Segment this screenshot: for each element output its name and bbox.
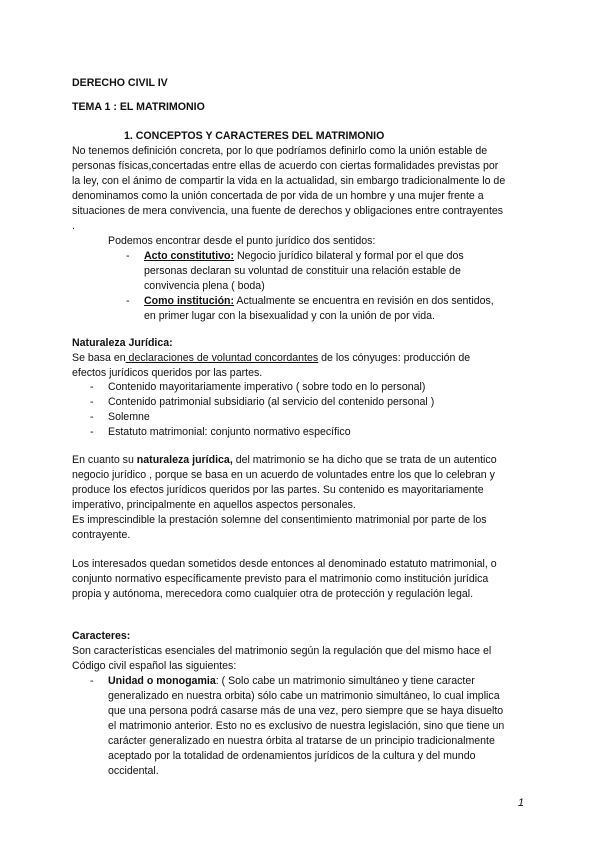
character-label: Unidad o monogamia bbox=[108, 675, 216, 687]
paragraph-line: el matrimonio anterior. Esto no es exclusivo de nuestra legislación, sino que tiene un bbox=[108, 720, 505, 732]
paragraph-line: denominamos como la unión concertada de por vida de un hombre y una mujer frente a bbox=[72, 190, 484, 202]
paragraph-line: Los interesados quedan sometidos desde entonces al denominado estatuto matrimonial, o bbox=[72, 558, 497, 570]
paragraph-line: Son características esenciales del matrimonio según la regulación que del mismo hace el bbox=[72, 645, 492, 657]
paragraph-line: occidental. bbox=[108, 765, 159, 777]
list-item: Estatuto matrimonial: conjunto normativo específico bbox=[108, 426, 351, 438]
course-title: DERECHO CIVIL IV bbox=[72, 77, 168, 89]
paragraph-line: convivencia plena ( boda) bbox=[144, 280, 265, 292]
bullet-dash: - bbox=[90, 426, 94, 438]
list-item: Solemne bbox=[108, 411, 150, 423]
sense-label: Como institución: bbox=[144, 295, 235, 307]
bold-text: naturaleza jurídica, bbox=[136, 454, 233, 466]
bullet-dash: - bbox=[90, 381, 94, 393]
nature-line bbox=[72, 351, 470, 367]
text-span: En cuanto su bbox=[72, 454, 137, 466]
page-number: 1 bbox=[517, 797, 524, 809]
paragraph-line: situaciones de mera convivencia, una fuente de derechos y obligaciones entre contrayentes bbox=[72, 205, 504, 217]
list-item: Contenido patrimonial subsidiario (al servicio del contenido personal ) bbox=[108, 396, 435, 408]
sense-label: Acto constitutivo: bbox=[144, 250, 235, 262]
paragraph-line: efectos jurídicos queridos por las partes. bbox=[72, 367, 263, 379]
paragraph-line: generalizado en nuestra orbita) sólo cabe un matrimonio simultáneo, lo cual implica bbox=[108, 690, 500, 702]
text-span: : ( Solo cabe un matrimonio simultáneo y tiene caracter bbox=[215, 675, 475, 687]
bullet-dash: - bbox=[126, 250, 130, 262]
paragraph-line: personas físicas,concertadas entre ellas de acuerdo con ciertas formalidades previstas por bbox=[72, 160, 499, 172]
section-heading: 1. CONCEPTOS Y CARACTERES DEL MATRIMONIO bbox=[124, 130, 385, 142]
text-span: Se basa en bbox=[72, 352, 126, 364]
bullet-dash: - bbox=[90, 396, 94, 408]
paragraph-line: aceptado por la totalidad de ordenamientos jurídicos de la cultura y del mundo bbox=[108, 750, 476, 762]
paragraph-line: imperativo, principalmente en aquellos aspectos personales. bbox=[72, 499, 356, 511]
sense-text: Negocio jurídico bilateral y formal por el que dos bbox=[234, 250, 464, 262]
bullet-dash: - bbox=[90, 675, 94, 687]
paragraph-line: produce los efectos jurídicos queridos por las partes. Su contenido es mayoritariamente bbox=[72, 484, 484, 496]
text-span: del matrimonio se ha dicho que se trata de un autentico bbox=[232, 454, 497, 466]
paragraph-line: que una persona podrá casarse más de una vez, pero siempre que se haya disuelto bbox=[108, 705, 504, 717]
paragraph-line: Es imprescindible la prestación solemne del consentimiento matrimonial por parte de los bbox=[72, 514, 487, 526]
paragraph-line: en primer lugar con la bisexualidad y con la unión de por vida. bbox=[144, 310, 435, 322]
paragraph-line: No tenemos definición concreta, por lo que podríamos definirlo como la unión estable de bbox=[72, 145, 488, 157]
underlined-text: declaraciones de voluntad concordantes bbox=[125, 352, 319, 364]
paragraph-line: personas declaran su voluntad de constituir una relación estable de bbox=[144, 265, 461, 277]
paragraph-line: contrayente. bbox=[72, 529, 131, 541]
paragraph-line: la ley, con el ánimo de compartir la vida en la actualidad, sin embargo tradicionalmente lo de bbox=[72, 175, 506, 187]
character-item-1 bbox=[108, 674, 475, 690]
bullet-dash: - bbox=[126, 295, 130, 307]
list-item: Contenido mayoritariamente imperativo ( sobre todo en lo personal) bbox=[108, 381, 426, 393]
paragraph-line: conjunto normativo específicamente previsto para el matrimonio como institución jurídica bbox=[72, 573, 489, 585]
bullet-dash: - bbox=[90, 411, 94, 423]
sense-item-2 bbox=[144, 294, 494, 310]
nature-heading: Naturaleza Jurídica: bbox=[72, 337, 173, 349]
senses-intro: Podemos encontrar desde el punto jurídico dos sentidos: bbox=[108, 235, 376, 247]
paragraph-line: Código civil español las siguientes: bbox=[72, 660, 237, 672]
paragraph-line: carácter generalizado en nuestra órbita al tratarse de un principio tradicionalmente bbox=[108, 735, 495, 747]
text-span: de los cónyuges: producción de bbox=[318, 352, 471, 364]
sense-item-1 bbox=[144, 249, 464, 265]
characters-heading: Caracteres: bbox=[72, 630, 131, 642]
paragraph-line: propia y autónoma, merecedora como cualquier otra de protección y regulación legal. bbox=[72, 588, 474, 600]
topic-title: TEMA 1 : EL MATRIMONIO bbox=[72, 101, 205, 113]
paragraph-line bbox=[72, 453, 497, 469]
paragraph-line: negocio jurídico , porque se basa en un acuerdo de voluntades entre los que lo celebran y bbox=[72, 469, 495, 481]
paragraph-line: . bbox=[72, 220, 75, 232]
sense-text: Actualmente se encuentra en revisión en dos sentidos, bbox=[234, 295, 494, 307]
